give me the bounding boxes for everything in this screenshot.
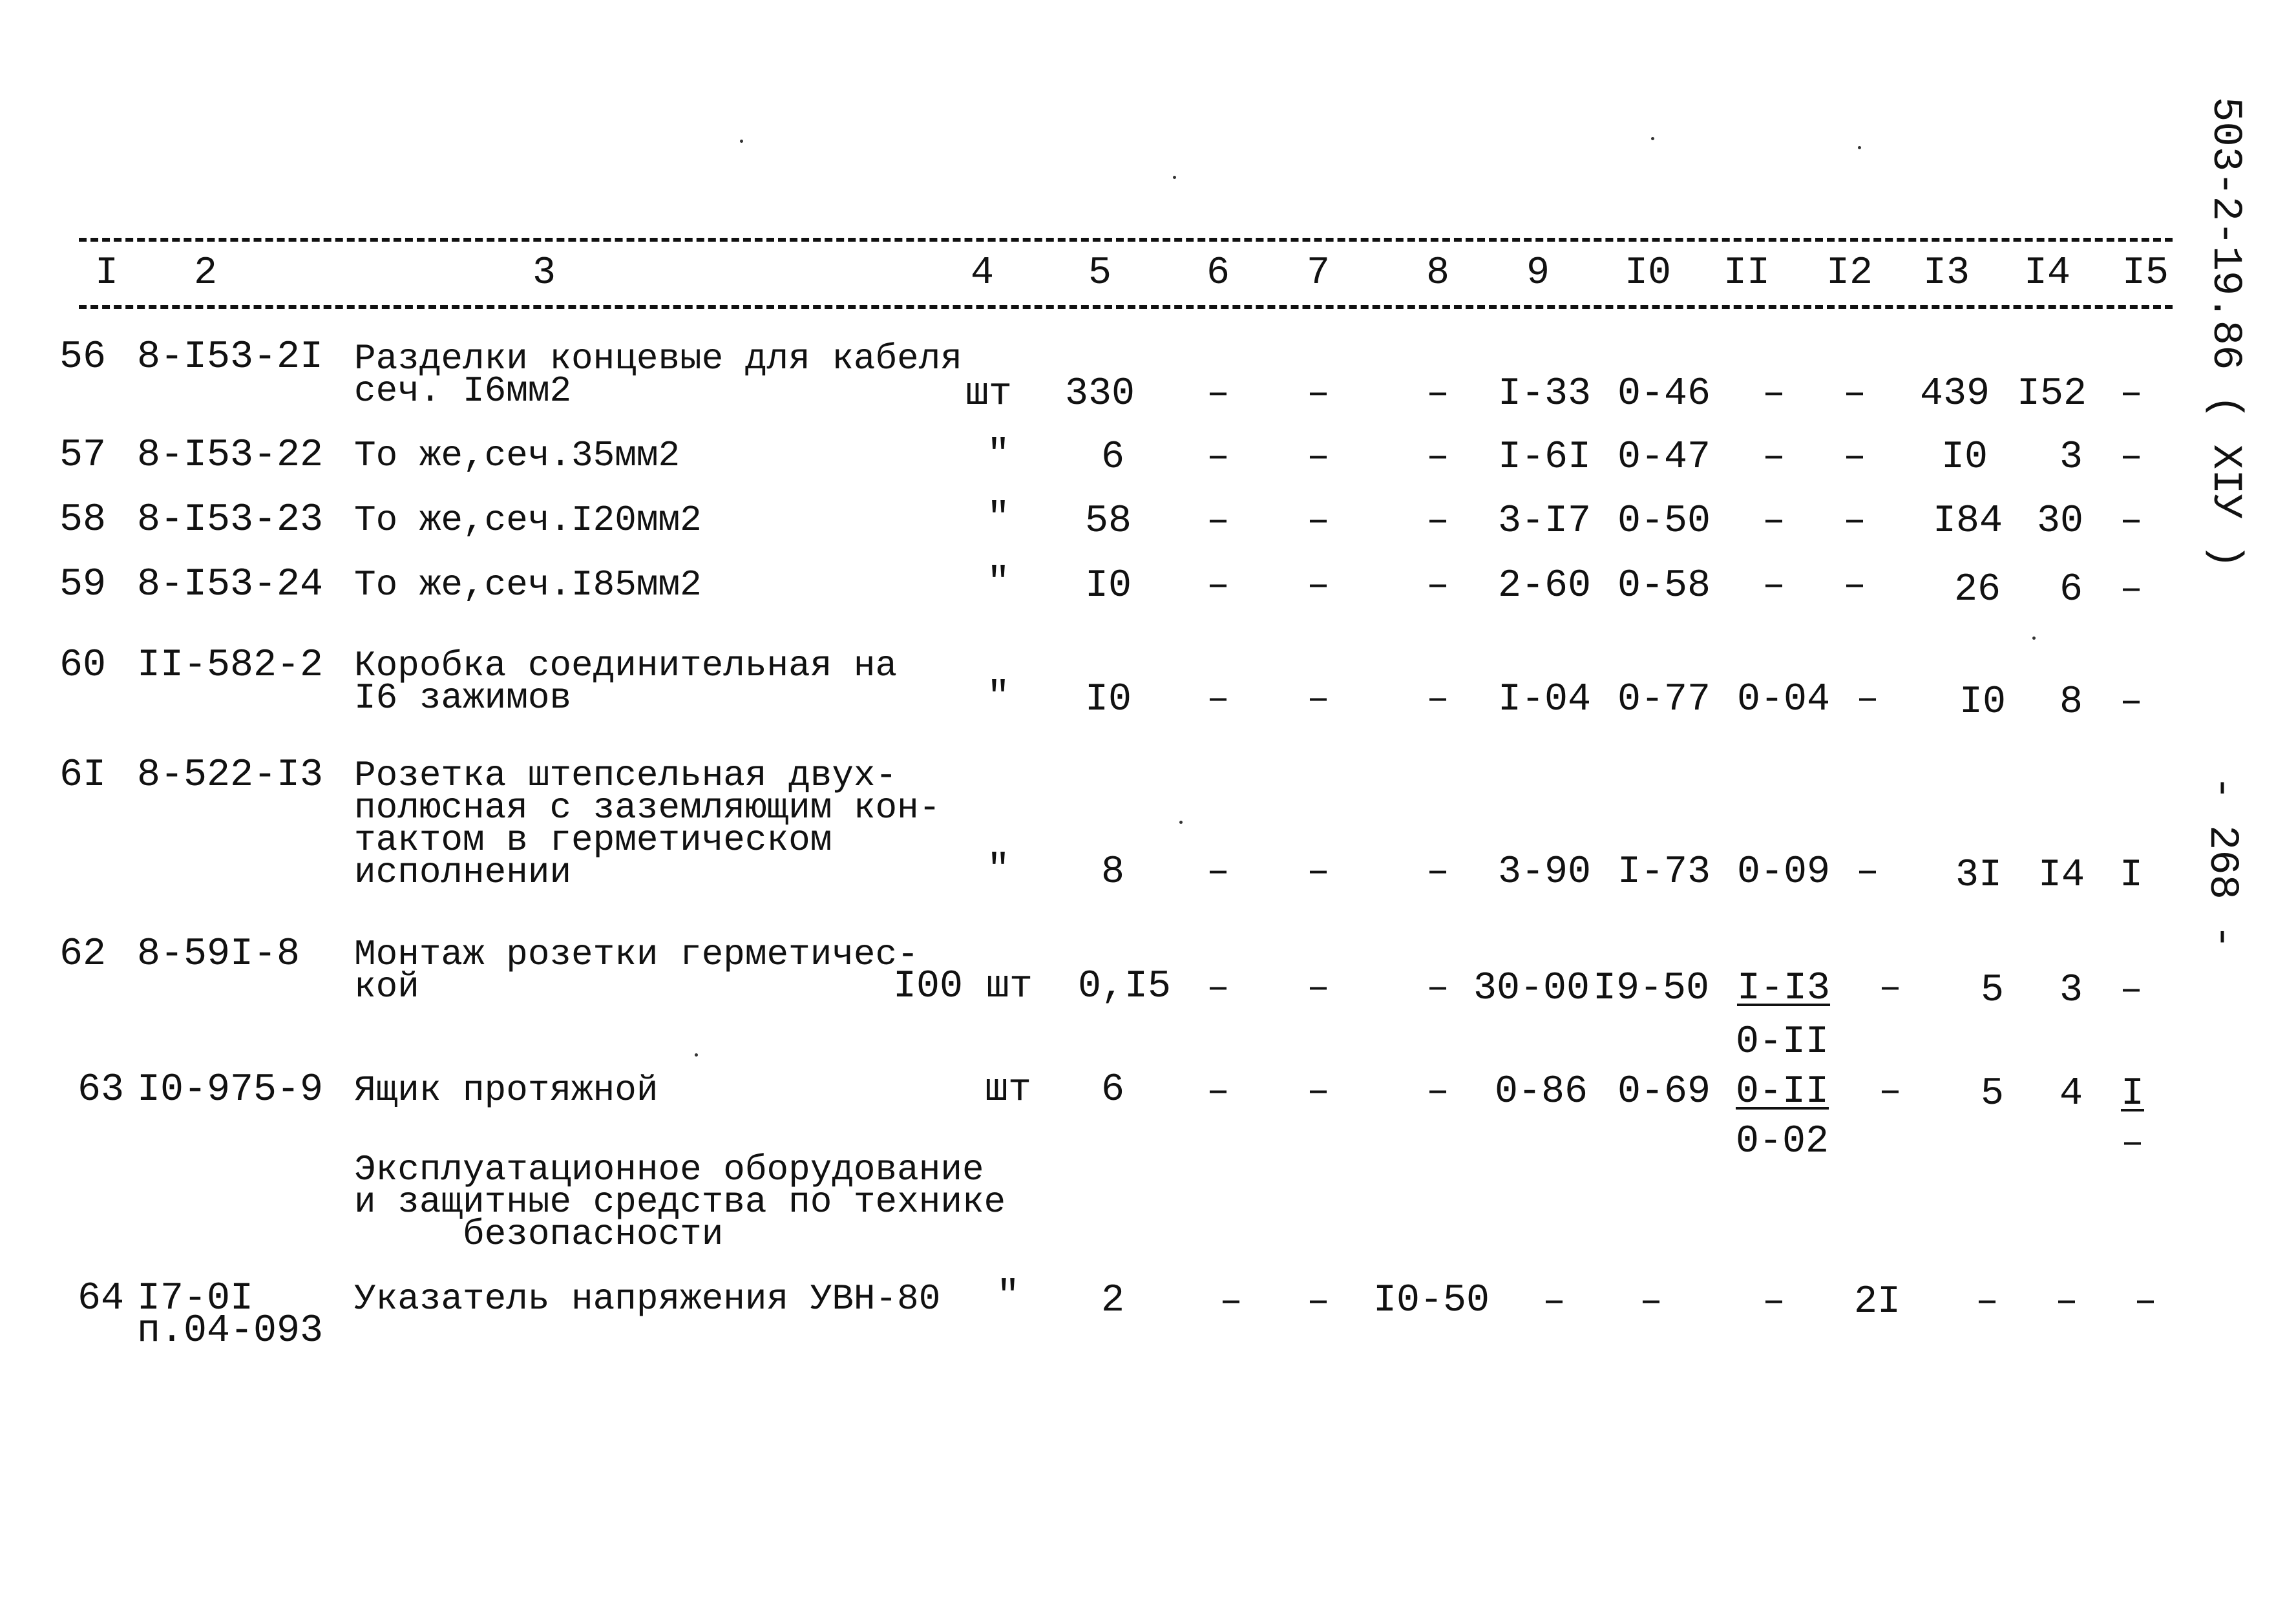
- row-c14: 30: [2036, 500, 2084, 543]
- row-c11: 0-II: [1735, 1070, 1829, 1114]
- row-description-line: Разделки концевые для кабеля: [354, 338, 962, 379]
- row-description-line: Указатель напряжения УВН-80: [354, 1278, 941, 1320]
- page-number: - 268 -: [2198, 775, 2245, 949]
- section-heading-line: Эксплуатационное оборудование: [354, 1149, 984, 1190]
- row-c13: I84: [1932, 500, 2003, 543]
- row-description-line: Коробка соединительная на: [354, 645, 898, 686]
- row-c11: 0-09: [1736, 850, 1831, 894]
- scan-speck: [2032, 637, 2036, 640]
- row-c13: 26: [1954, 568, 2001, 612]
- row-c10: I-73: [1617, 850, 1711, 894]
- row-c9: I-04: [1497, 678, 1592, 722]
- row-c12: –: [1842, 372, 1867, 416]
- row-c8: –: [1426, 372, 1450, 416]
- row-c14: I52: [2016, 372, 2087, 416]
- row-number: 58: [59, 498, 107, 542]
- row-code: 8-I53-22: [137, 434, 324, 478]
- row-number: 56: [59, 335, 107, 379]
- row-c9: I-33: [1497, 372, 1592, 416]
- row-c7: –: [1306, 850, 1331, 894]
- row-c6: –: [1206, 850, 1230, 894]
- scan-speck: [1858, 146, 1861, 149]
- row-c14: 8: [2059, 680, 2083, 724]
- row-c14: –: [2054, 1280, 2079, 1324]
- row-c12: –: [1855, 850, 1880, 894]
- row-c15: –: [2119, 500, 2143, 543]
- scan-speck: [1651, 137, 1654, 140]
- row-unit: ": [996, 1275, 1020, 1319]
- row-c10: –: [1639, 1280, 1663, 1324]
- row-code: II-582-2: [137, 644, 324, 688]
- row-c15: –: [2119, 436, 2143, 479]
- row-c14: 6: [2059, 568, 2083, 612]
- row-c9: 3-I7: [1497, 500, 1592, 543]
- col-header-7: 7: [1306, 251, 1331, 295]
- row-unit: I00 шт: [892, 965, 1033, 1009]
- row-code: 8-I53-24: [137, 563, 324, 607]
- row-c6: –: [1206, 564, 1230, 608]
- row-unit: ": [986, 848, 1011, 892]
- col-header-15: I5: [2122, 251, 2169, 295]
- row-c15: –: [2119, 568, 2143, 612]
- scan-speck: [1179, 821, 1183, 824]
- col-header-2: 2: [193, 251, 218, 295]
- row-c11: –: [1762, 564, 1786, 608]
- row-c5: 6: [1101, 436, 1125, 479]
- row-c8: –: [1426, 678, 1450, 722]
- row-c11-lower: 0-02: [1735, 1120, 1829, 1164]
- row-c10: 0-58: [1617, 564, 1711, 608]
- row-c6: –: [1206, 1070, 1230, 1114]
- row-c15: –: [2133, 1280, 2158, 1324]
- row-c15: –: [2119, 969, 2143, 1013]
- header-rule-top: [79, 238, 2173, 242]
- document-code: 503-2-19.86 ( XIУ ): [2202, 97, 2248, 569]
- col-header-4: 4: [970, 251, 995, 295]
- row-c5: I0: [1084, 678, 1132, 722]
- row-number: 63: [78, 1068, 125, 1112]
- row-c8: –: [1426, 436, 1450, 479]
- row-c11: –: [1762, 436, 1786, 479]
- row-c7: –: [1306, 564, 1331, 608]
- row-code: 8-59I-8: [137, 932, 300, 976]
- row-c10: 0-46: [1617, 372, 1711, 416]
- col-header-8: 8: [1426, 251, 1450, 295]
- row-c5: 58: [1084, 500, 1132, 543]
- row-c15-lower: –: [2120, 1122, 2145, 1166]
- row-code: 8-I53-23: [137, 498, 324, 542]
- scan-speck: [1173, 176, 1176, 179]
- row-c10: 0-50: [1617, 500, 1711, 543]
- row-description-line: То же,сеч.I20мм2: [354, 500, 702, 541]
- col-header-10: I0: [1624, 251, 1672, 295]
- row-c13: I0: [1941, 436, 1988, 479]
- row-c5: 8: [1101, 850, 1125, 894]
- col-header-5: 5: [1088, 251, 1112, 295]
- row-code: I0-975-9: [137, 1068, 324, 1112]
- row-c15: –: [2119, 372, 2143, 416]
- row-c13: –: [1975, 1280, 1999, 1324]
- row-c9: –: [1542, 1280, 1566, 1324]
- row-c8: –: [1426, 967, 1450, 1011]
- row-c11: –: [1762, 1280, 1786, 1324]
- row-c13: 5: [1980, 969, 2005, 1013]
- row-c8: –: [1426, 500, 1450, 543]
- row-c8: –: [1426, 564, 1450, 608]
- col-header-12: I2: [1826, 251, 1873, 295]
- row-c7: –: [1306, 372, 1331, 416]
- row-number: 57: [59, 434, 107, 478]
- row-c7: –: [1306, 678, 1331, 722]
- row-number: 64: [78, 1277, 125, 1321]
- row-c14: I4: [2038, 854, 2085, 898]
- row-c14: 4: [2059, 1072, 2083, 1116]
- section-heading-line: безопасности: [354, 1214, 724, 1255]
- row-code: 8-I53-2I: [137, 335, 324, 379]
- row-c12: –: [1855, 678, 1880, 722]
- row-unit: шт: [984, 1068, 1032, 1112]
- row-description-line: То же,сеч.I85мм2: [354, 564, 702, 605]
- row-c9: 3-90: [1497, 850, 1592, 894]
- col-header-13: I3: [1922, 251, 1970, 295]
- row-c5: 0,I5: [1077, 965, 1172, 1009]
- row-c10: 0-69: [1617, 1070, 1711, 1114]
- row-description-line: Розетка штепсельная двух-: [354, 755, 898, 796]
- row-c5: 330: [1064, 372, 1135, 416]
- col-header-14: I4: [2023, 251, 2071, 295]
- scan-speck: [695, 1053, 698, 1057]
- row-c10: I9-50: [1592, 967, 1710, 1011]
- row-c12: 2I: [1853, 1280, 1901, 1324]
- col-header-11: II: [1723, 251, 1771, 295]
- row-c5: 6: [1101, 1068, 1125, 1112]
- row-c12: –: [1842, 436, 1867, 479]
- row-c6: –: [1206, 372, 1230, 416]
- row-c15: I: [2120, 1072, 2145, 1116]
- row-c9: 30-00: [1473, 967, 1590, 1011]
- row-c7: –: [1306, 1280, 1331, 1324]
- row-description-line: сеч. I6мм2: [354, 370, 572, 412]
- row-description-line: Монтаж розетки герметичес-: [354, 934, 919, 975]
- row-c9: 0-86: [1494, 1070, 1588, 1114]
- row-c13: 439: [1919, 372, 1990, 416]
- scan-speck: [740, 140, 743, 143]
- row-c6: –: [1206, 436, 1230, 479]
- row-c5: I0: [1084, 564, 1132, 608]
- col-header-1: I: [94, 251, 119, 295]
- col-header-9: 9: [1526, 251, 1550, 295]
- row-c7: –: [1306, 500, 1331, 543]
- row-unit: ": [986, 497, 1011, 541]
- row-c13: 5: [1980, 1072, 2005, 1116]
- row-description-line: исполнении: [354, 852, 572, 893]
- row-description-line: тактом в герметическом: [354, 819, 832, 861]
- row-c5: 2: [1101, 1279, 1125, 1323]
- row-c7: –: [1306, 967, 1331, 1011]
- row-c8: –: [1426, 850, 1450, 894]
- row-c13: I0: [1959, 680, 2006, 724]
- row-description-line: I6 зажимов: [354, 677, 572, 719]
- row-c9: I-6I: [1497, 436, 1592, 479]
- header-rule-bottom: [79, 305, 2173, 309]
- row-unit: ": [986, 676, 1011, 720]
- row-c11: I-I3: [1736, 967, 1831, 1011]
- row-description-line: кой: [354, 966, 419, 1007]
- row-description-line: То же,сеч.35мм2: [354, 435, 680, 476]
- row-c12: –: [1878, 967, 1902, 1011]
- row-c12: –: [1842, 500, 1867, 543]
- row-c9: 2-60: [1497, 564, 1592, 608]
- row-c8: –: [1426, 1070, 1450, 1114]
- section-heading-line: и защитные средства по технике: [354, 1181, 1006, 1223]
- row-c11: –: [1762, 372, 1786, 416]
- row-number: 6I: [59, 753, 107, 797]
- row-c15: –: [2119, 680, 2143, 724]
- row-number: 62: [59, 932, 107, 976]
- col-header-3: 3: [532, 251, 556, 295]
- row-c14: 3: [2059, 436, 2083, 479]
- row-unit: шт: [965, 372, 1013, 416]
- row-code: 8-522-I3: [137, 753, 324, 797]
- row-c8: I0-50: [1373, 1279, 1490, 1323]
- row-number: 60: [59, 644, 107, 688]
- row-description-line: Ящик протяжной: [354, 1069, 658, 1111]
- row-c15: I: [2119, 854, 2143, 898]
- row-c7: –: [1306, 436, 1331, 479]
- row-c12: –: [1878, 1070, 1902, 1114]
- row-c6: –: [1206, 500, 1230, 543]
- row-description-line: полюсная с заземляющим кон-: [354, 787, 941, 828]
- row-c6: –: [1219, 1280, 1243, 1324]
- row-c13: 3I: [1955, 854, 2003, 898]
- row-c6: –: [1206, 967, 1230, 1011]
- row-code-line2: п.04-093: [137, 1309, 324, 1353]
- row-code: I7-0I: [137, 1277, 254, 1321]
- row-number: 59: [59, 563, 107, 607]
- row-c11: 0-04: [1736, 678, 1831, 722]
- row-c7: –: [1306, 1070, 1331, 1114]
- row-unit: ": [986, 562, 1011, 605]
- row-unit: ": [986, 434, 1011, 478]
- row-c6: –: [1206, 678, 1230, 722]
- row-c14: 3: [2059, 969, 2083, 1013]
- row-c11: –: [1762, 500, 1786, 543]
- row-c12: –: [1842, 564, 1867, 608]
- row-c10: 0-47: [1617, 436, 1711, 479]
- col-header-6: 6: [1206, 251, 1230, 295]
- row-c11-lower: 0-II: [1735, 1020, 1829, 1064]
- row-c10: 0-77: [1617, 678, 1711, 722]
